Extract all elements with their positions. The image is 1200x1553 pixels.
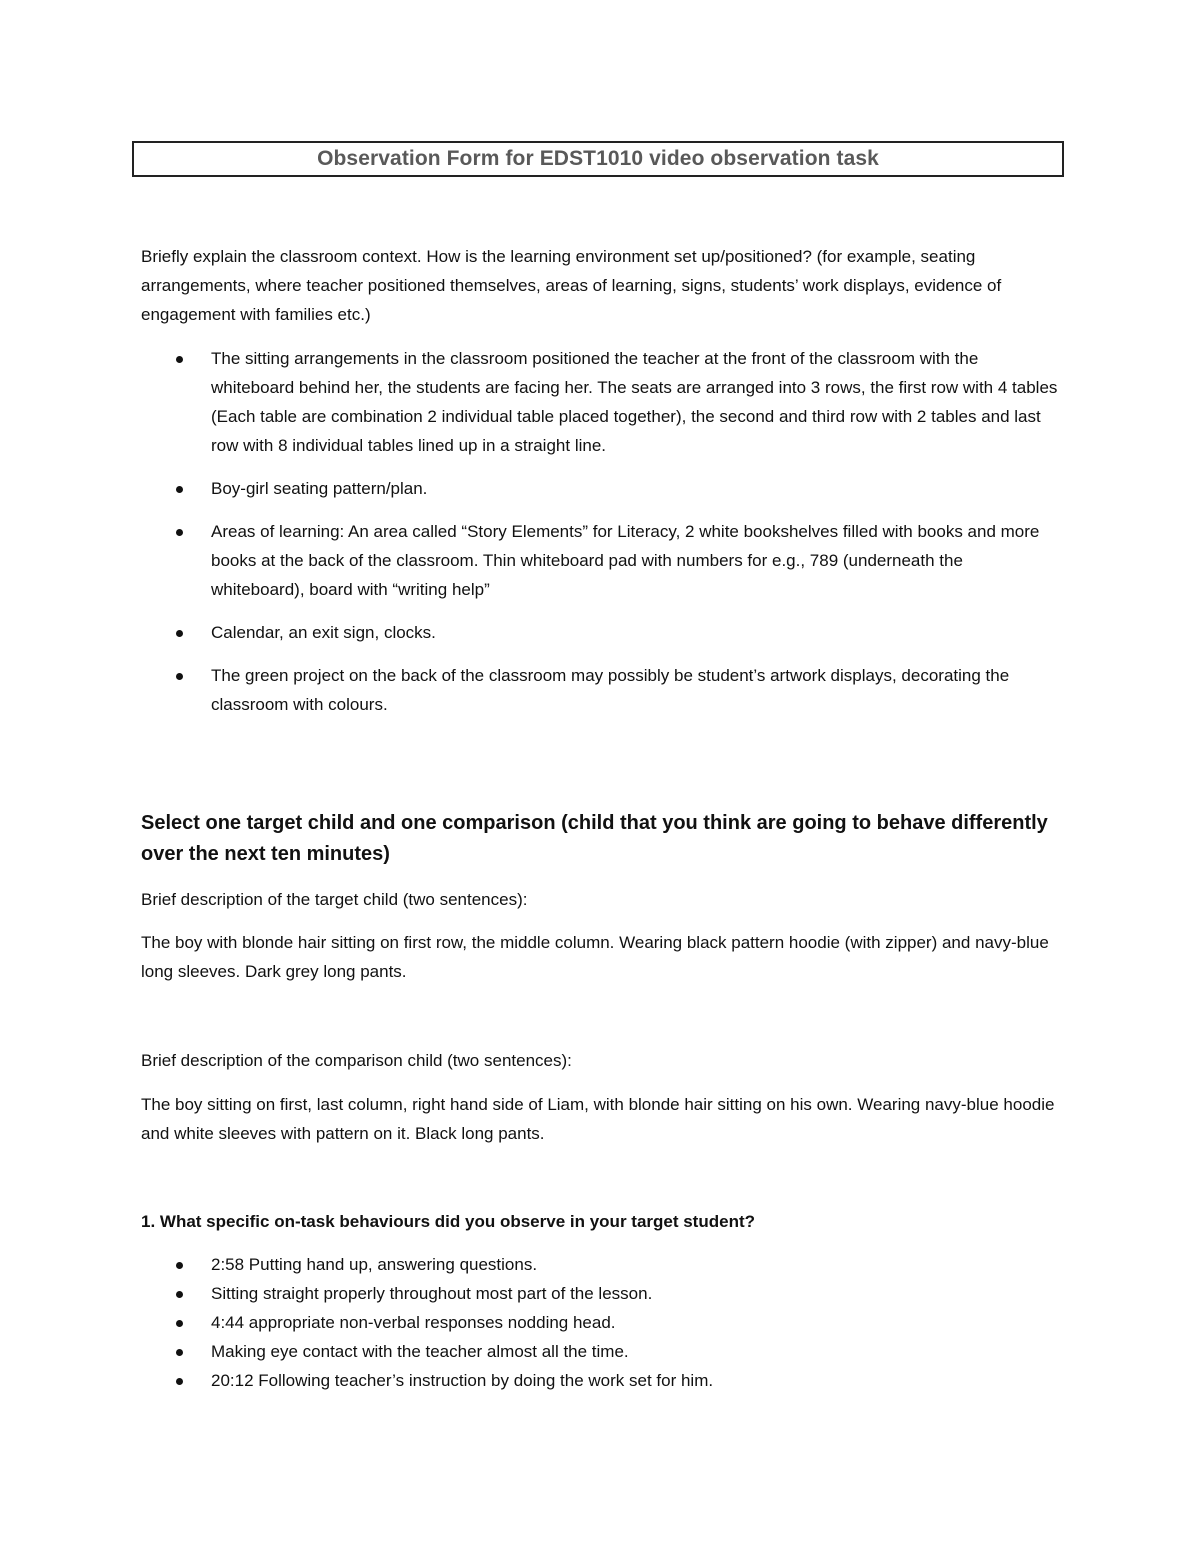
list-item-text: Sitting straight properly throughout most part of the lesson. xyxy=(211,1284,653,1303)
list-item xyxy=(141,661,1061,719)
list-item xyxy=(141,1337,1061,1366)
target-child-label: Brief description of the target child (two sentences): xyxy=(141,890,528,909)
comparison-child-description: The boy sitting on first, last column, right hand side of Liam, with blonde hair sitting on his own. Wearing navy-blue hoodie and white sleeves with pattern on it. Black long pants. xyxy=(141,1095,1055,1143)
target-child-description: The boy with blonde hair sitting on first row, the middle column. Wearing black pattern hoodie (with zipper) and navy-blue long sleeves. Dark grey long pants. xyxy=(141,933,1049,981)
list-item-text: 20:12 Following teacher’s instruction by doing the work set for him. xyxy=(211,1371,714,1390)
form-title-box xyxy=(132,141,1064,177)
bullet-icon xyxy=(176,1291,183,1298)
bullet-icon xyxy=(176,529,183,536)
bullet-icon xyxy=(176,1262,183,1269)
list-item xyxy=(141,1308,1061,1337)
list-item-text: Making eye contact with the teacher almost all the time. xyxy=(211,1342,629,1361)
list-item-text: Boy-girl seating pattern/plan. xyxy=(211,479,428,498)
question-1-heading: 1. What specific on-task behaviours did you observe in your target student? xyxy=(141,1212,756,1231)
list-item xyxy=(141,1366,1061,1395)
bullet-icon xyxy=(176,1349,183,1356)
bullet-icon xyxy=(176,1320,183,1327)
list-item xyxy=(141,474,1061,503)
bullet-icon xyxy=(176,673,183,680)
list-item-text: The green project on the back of the classroom may possibly be student’s artwork displays, decorating the classroom with colours. xyxy=(211,666,1010,714)
list-item xyxy=(141,1250,1061,1279)
context-prompt: Briefly explain the classroom context. How is the learning environment set up/positioned? (for example, seating arrangements, where teacher positioned themselves, areas of learning, signs, students’ work displays, evidence of engagement with families etc.) xyxy=(141,247,1002,324)
select-children-heading: Select one target child and one comparison (child that you think are going to behave differently over the next ten minutes) xyxy=(141,812,1048,865)
list-item-text: 2:58 Putting hand up, answering questions. xyxy=(211,1255,538,1274)
list-item xyxy=(141,618,1061,647)
list-item xyxy=(141,344,1061,460)
context-bullet-list xyxy=(141,344,1061,733)
list-item xyxy=(141,1279,1061,1308)
list-item xyxy=(141,517,1061,604)
form-title: Observation Form for EDST1010 video observation task xyxy=(317,147,879,170)
question-1-bullet-list xyxy=(141,1250,1061,1395)
list-item-text: 4:44 appropriate non-verbal responses nodding head. xyxy=(211,1313,616,1332)
bullet-icon xyxy=(176,630,183,637)
list-item-text: Areas of learning: An area called “Story Elements” for Literacy, 2 white bookshelves filled with books and more books at the back of the classroom. Thin whiteboard pad with numbers for e.g., 789 (underneath the whiteboard), board with “writing help” xyxy=(211,522,1040,599)
comparison-child-label: Brief description of the comparison child (two sentences): xyxy=(141,1051,572,1070)
bullet-icon xyxy=(176,1378,183,1385)
list-item-text: The sitting arrangements in the classroom positioned the teacher at the front of the classroom with the whiteboard behind her, the students are facing her. The seats are arranged into 3 rows, the first row with 4 tables (Each table are combination 2 individual table placed together), the second and third row with 2 tables and last row with 8 individual tables lined up in a straight line. xyxy=(211,349,1058,455)
list-item-text: Calendar, an exit sign, clocks. xyxy=(211,623,436,642)
bullet-icon xyxy=(176,486,183,493)
bullet-icon xyxy=(176,356,183,363)
